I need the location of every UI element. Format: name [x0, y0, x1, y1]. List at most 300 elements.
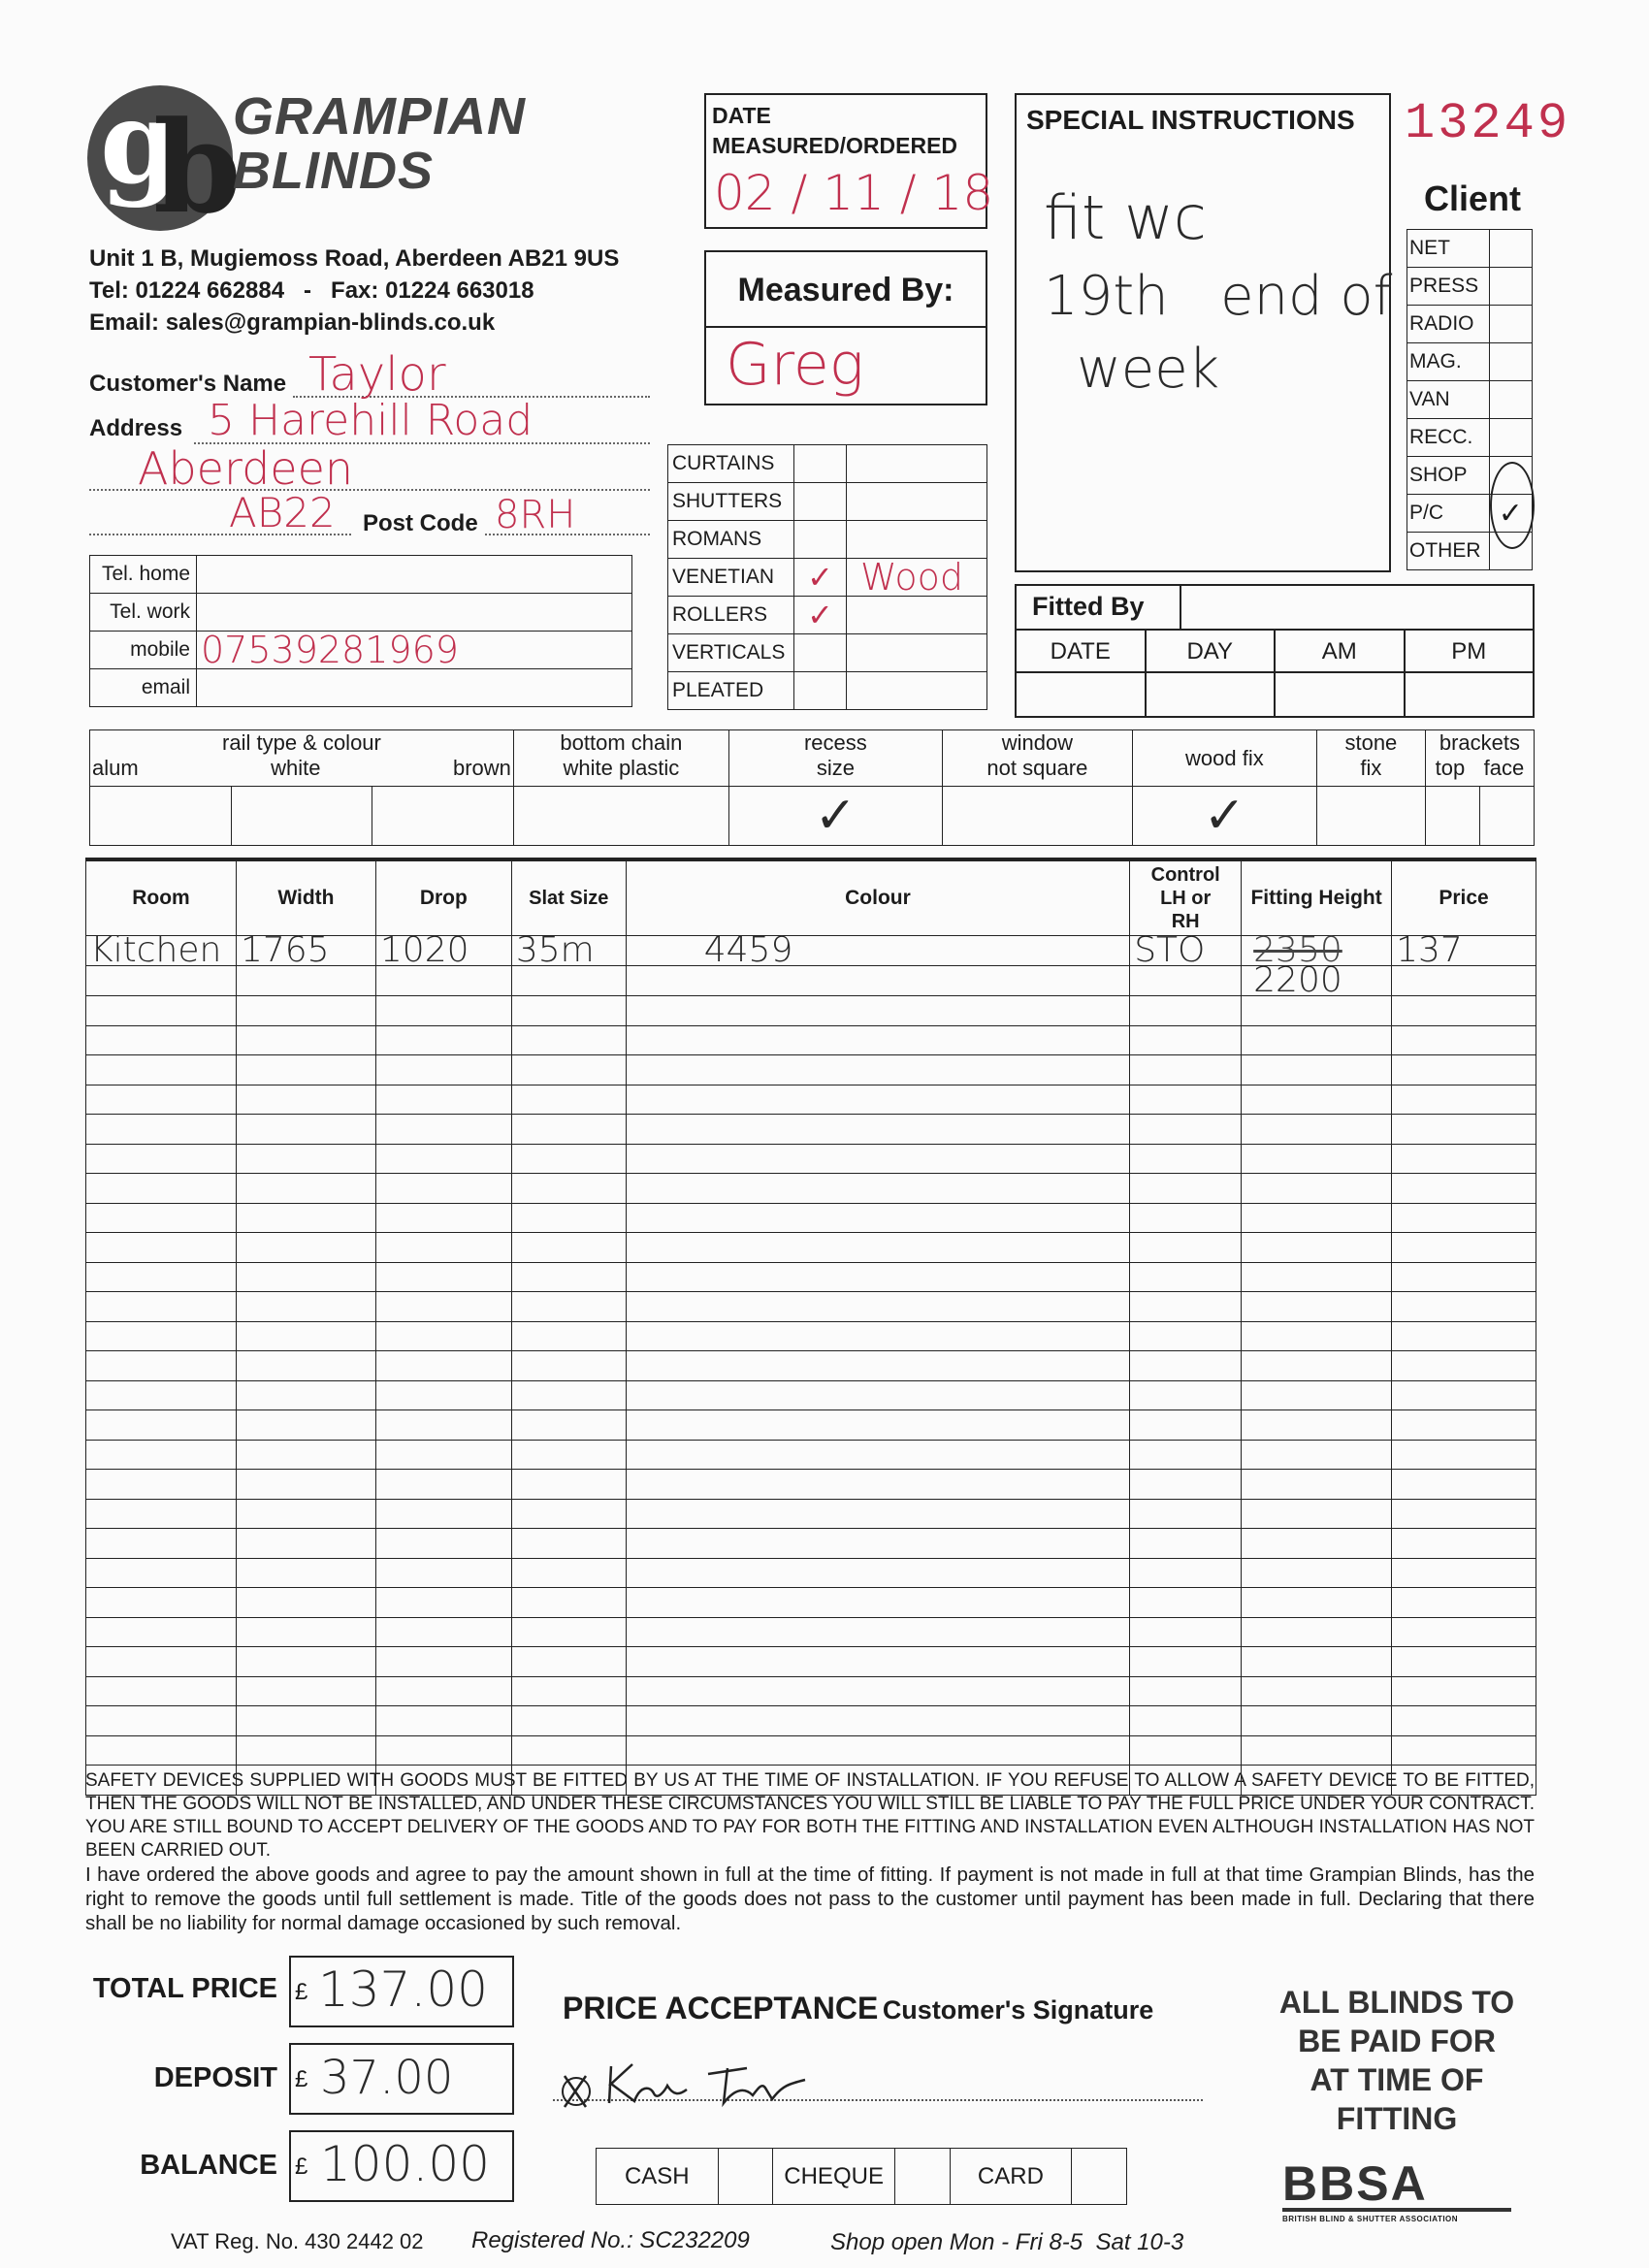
- order-cell[interactable]: [511, 1233, 626, 1263]
- order-cell[interactable]: [236, 1055, 375, 1085]
- contact-value[interactable]: [197, 594, 632, 632]
- order-cell[interactable]: [1130, 1617, 1242, 1647]
- fitted-by-label: Fitted By: [1017, 586, 1181, 629]
- order-cell[interactable]: [1130, 1321, 1242, 1351]
- order-cell[interactable]: [86, 1292, 237, 1322]
- order-cell[interactable]: [375, 1647, 511, 1677]
- product-checkbox[interactable]: ✓: [794, 559, 847, 597]
- table-row: [86, 1351, 1536, 1381]
- order-cell[interactable]: [375, 1410, 511, 1441]
- order-cell[interactable]: [86, 1735, 237, 1766]
- order-cell[interactable]: [1130, 1735, 1242, 1766]
- order-cell[interactable]: [1130, 1588, 1242, 1618]
- order-cell[interactable]: [626, 1647, 1129, 1677]
- company-address: Unit 1 B, Mugiemoss Road, Aberdeen AB21 9US: [89, 245, 620, 272]
- table-row: [86, 1115, 1536, 1145]
- order-cell[interactable]: [375, 1380, 511, 1410]
- order-cell[interactable]: [1392, 966, 1536, 996]
- table-row: [86, 1529, 1536, 1559]
- order-cell[interactable]: [236, 1558, 375, 1588]
- order-cell[interactable]: [236, 1499, 375, 1529]
- contact-label: Tel. work: [90, 594, 197, 632]
- order-cell[interactable]: [236, 1470, 375, 1500]
- product-note: [847, 483, 987, 521]
- product-checkbox[interactable]: [794, 634, 847, 672]
- contact-value[interactable]: 07539281969: [197, 632, 632, 669]
- order-cell[interactable]: [626, 1174, 1129, 1204]
- fitted-by-value-pm[interactable]: [1406, 673, 1534, 716]
- order-cell[interactable]: [1392, 1085, 1536, 1115]
- order-cell[interactable]: [86, 1617, 237, 1647]
- order-cell[interactable]: [1242, 1588, 1392, 1618]
- order-cell[interactable]: [626, 1676, 1129, 1706]
- order-cell[interactable]: [1242, 1203, 1392, 1233]
- balance-label: BALANCE: [140, 2150, 277, 2181]
- order-cell[interactable]: [1392, 1529, 1536, 1559]
- client-option-checkbox[interactable]: [1489, 306, 1532, 343]
- payment-cash-checkbox[interactable]: [718, 2149, 773, 2205]
- order-cell[interactable]: [86, 1440, 237, 1470]
- order-cell[interactable]: 2350: [1242, 936, 1392, 966]
- order-cell[interactable]: [236, 1617, 375, 1647]
- order-cell[interactable]: [1130, 1440, 1242, 1470]
- order-cell[interactable]: [511, 1558, 626, 1588]
- contact-value[interactable]: [197, 669, 632, 707]
- product-checkbox[interactable]: ✓: [794, 597, 847, 634]
- order-cell[interactable]: [1130, 1410, 1242, 1441]
- address-line3-value: AB22: [229, 489, 336, 536]
- order-cell[interactable]: [86, 1647, 237, 1677]
- order-cell[interactable]: [375, 1676, 511, 1706]
- order-cell[interactable]: [626, 1144, 1129, 1174]
- order-cell[interactable]: [511, 1380, 626, 1410]
- order-cell[interactable]: [511, 1647, 626, 1677]
- client-option-label: NET: [1407, 230, 1490, 268]
- order-cell[interactable]: [1392, 1470, 1536, 1500]
- order-cell[interactable]: [511, 1115, 626, 1145]
- order-cell[interactable]: [375, 1055, 511, 1085]
- order-cell[interactable]: [1130, 1380, 1242, 1410]
- order-cell[interactable]: [1242, 1499, 1392, 1529]
- order-cell[interactable]: [375, 1292, 511, 1322]
- order-cell[interactable]: [1392, 1174, 1536, 1204]
- order-cell[interactable]: [1130, 966, 1242, 996]
- orders-header-cell: Room: [86, 860, 237, 936]
- client-option-label: MAG.: [1407, 343, 1490, 381]
- table-row: [86, 1055, 1536, 1085]
- order-cell[interactable]: [86, 1144, 237, 1174]
- order-cell[interactable]: [236, 1706, 375, 1736]
- order-cell[interactable]: [1242, 1292, 1392, 1322]
- total-price-label: TOTAL PRICE: [92, 1973, 277, 2004]
- order-cell[interactable]: [1392, 1706, 1536, 1736]
- shop-hours: Shop open Mon - Fri 8-5 Sat 10-3: [830, 2229, 1184, 2255]
- order-cell[interactable]: [86, 1410, 237, 1441]
- order-cell[interactable]: [626, 1706, 1129, 1736]
- order-cell[interactable]: [1130, 1233, 1242, 1263]
- order-cell[interactable]: [626, 1055, 1129, 1085]
- payment-cheque-label: CHEQUE: [773, 2149, 895, 2205]
- order-cell[interactable]: [626, 966, 1129, 996]
- order-cell[interactable]: [626, 1233, 1129, 1263]
- fitted-by-columns: [1017, 631, 1533, 673]
- order-cell[interactable]: [375, 1174, 511, 1204]
- order-cell[interactable]: [1242, 1174, 1392, 1204]
- product-checkbox[interactable]: [794, 445, 847, 483]
- order-cell[interactable]: [86, 1085, 237, 1115]
- order-cell[interactable]: [626, 1410, 1129, 1441]
- order-cell[interactable]: [375, 1735, 511, 1766]
- table-row: [86, 1647, 1536, 1677]
- order-cell[interactable]: [375, 966, 511, 996]
- order-cell[interactable]: [511, 1262, 626, 1292]
- table-row: [86, 1144, 1536, 1174]
- stone-fix-header: stone fix: [1316, 730, 1425, 787]
- order-cell[interactable]: [626, 1617, 1129, 1647]
- order-cell[interactable]: [511, 1203, 626, 1233]
- order-cell[interactable]: [236, 996, 375, 1026]
- order-cell[interactable]: [236, 1440, 375, 1470]
- order-cell[interactable]: [86, 1706, 237, 1736]
- payment-card-label: CARD: [950, 2149, 1072, 2205]
- order-cell[interactable]: [1130, 1144, 1242, 1174]
- order-cell[interactable]: [1392, 1558, 1536, 1588]
- fitted-by-values: [1017, 673, 1533, 716]
- order-cell[interactable]: [1130, 1174, 1242, 1204]
- order-cell[interactable]: [511, 1321, 626, 1351]
- order-cell[interactable]: [626, 1025, 1129, 1055]
- contact-label: email: [90, 669, 197, 707]
- order-cell[interactable]: [1130, 1055, 1242, 1085]
- order-cell[interactable]: [1392, 1144, 1536, 1174]
- order-cell[interactable]: [1242, 1440, 1392, 1470]
- order-cell[interactable]: [86, 1558, 237, 1588]
- order-cell[interactable]: [1242, 1529, 1392, 1559]
- client-option-label: SHOP: [1407, 457, 1490, 495]
- order-cell[interactable]: [1130, 1499, 1242, 1529]
- order-cell[interactable]: [236, 1676, 375, 1706]
- client-option-row: [1407, 230, 1533, 268]
- order-cell[interactable]: [511, 1055, 626, 1085]
- order-cell[interactable]: [1242, 1321, 1392, 1351]
- product-note: [847, 597, 987, 634]
- order-cell[interactable]: [236, 1735, 375, 1766]
- table-row: [86, 1588, 1536, 1618]
- table-row: [86, 1499, 1536, 1529]
- order-cell[interactable]: [86, 1203, 237, 1233]
- order-cell[interactable]: [375, 1706, 511, 1736]
- order-cell[interactable]: [1242, 1735, 1392, 1766]
- order-cell[interactable]: [375, 1115, 511, 1145]
- order-cell[interactable]: [236, 966, 375, 996]
- client-option-checkbox[interactable]: [1489, 419, 1532, 457]
- order-cell[interactable]: [1242, 1617, 1392, 1647]
- order-cell[interactable]: [1392, 1380, 1536, 1410]
- date-box: [704, 93, 994, 229]
- product-checkbox[interactable]: [794, 672, 847, 710]
- payment-cheque-checkbox[interactable]: [894, 2149, 950, 2205]
- table-row: [86, 1233, 1536, 1263]
- client-option-checkbox[interactable]: ✓: [1489, 495, 1532, 533]
- order-cell[interactable]: [375, 1617, 511, 1647]
- order-cell[interactable]: [375, 1085, 511, 1115]
- contact-label: mobile: [90, 632, 197, 669]
- order-cell[interactable]: [626, 1262, 1129, 1292]
- order-cell[interactable]: [1392, 1025, 1536, 1055]
- order-cell[interactable]: [1242, 1676, 1392, 1706]
- order-cell[interactable]: [236, 1588, 375, 1618]
- order-cell[interactable]: [1130, 1558, 1242, 1588]
- order-cell[interactable]: [511, 1174, 626, 1204]
- order-cell[interactable]: [1392, 1115, 1536, 1145]
- order-cell[interactable]: [1242, 1233, 1392, 1263]
- order-cell[interactable]: [511, 966, 626, 996]
- order-cell[interactable]: [511, 1499, 626, 1529]
- order-cell[interactable]: [1130, 1470, 1242, 1500]
- order-cell[interactable]: [626, 1735, 1129, 1766]
- order-cell[interactable]: [511, 1292, 626, 1322]
- order-cell[interactable]: [1242, 1470, 1392, 1500]
- orders-header-cell: Drop: [375, 860, 511, 936]
- order-cell[interactable]: [1242, 1262, 1392, 1292]
- fitted-by-value-date[interactable]: [1017, 673, 1147, 716]
- order-cell[interactable]: 137: [1392, 936, 1536, 966]
- order-cell[interactable]: [1242, 1410, 1392, 1441]
- order-cell[interactable]: [1242, 1115, 1392, 1145]
- order-cell[interactable]: [86, 1470, 237, 1500]
- order-cell[interactable]: 2200: [1242, 966, 1392, 996]
- order-cell[interactable]: [511, 1440, 626, 1470]
- client-option-checkbox[interactable]: [1489, 381, 1532, 419]
- order-cell[interactable]: [1130, 1203, 1242, 1233]
- order-cell[interactable]: [236, 1233, 375, 1263]
- order-cell[interactable]: [1242, 1025, 1392, 1055]
- order-cell[interactable]: [511, 1085, 626, 1115]
- order-cell[interactable]: [375, 1233, 511, 1263]
- order-cell[interactable]: [1130, 1262, 1242, 1292]
- order-cell[interactable]: [375, 1203, 511, 1233]
- order-cell[interactable]: [86, 1174, 237, 1204]
- order-cell[interactable]: [626, 1380, 1129, 1410]
- order-cell[interactable]: [1130, 1292, 1242, 1322]
- payment-card-checkbox[interactable]: [1072, 2149, 1127, 2205]
- order-cell[interactable]: [1392, 1262, 1536, 1292]
- order-cell[interactable]: [86, 1529, 237, 1559]
- wood-fix-cell: ✓: [1132, 787, 1316, 846]
- fitted-by-value-am[interactable]: [1276, 673, 1406, 716]
- order-cell[interactable]: [1130, 996, 1242, 1026]
- order-cell[interactable]: [1242, 1055, 1392, 1085]
- order-cell[interactable]: [511, 1529, 626, 1559]
- order-cell[interactable]: [626, 996, 1129, 1026]
- order-cell[interactable]: [375, 1025, 511, 1055]
- order-cell[interactable]: [375, 1262, 511, 1292]
- order-cell[interactable]: [86, 1499, 237, 1529]
- order-cell[interactable]: [511, 1351, 626, 1381]
- order-cell[interactable]: [375, 1529, 511, 1559]
- special-instructions-box: [1015, 93, 1391, 572]
- date-value: 02 / 11 / 18: [714, 165, 994, 221]
- order-cell[interactable]: 1765: [236, 936, 375, 966]
- order-cell[interactable]: [375, 1321, 511, 1351]
- orders-table: [85, 859, 1536, 1796]
- order-cell[interactable]: [236, 1174, 375, 1204]
- order-cell[interactable]: [626, 1115, 1129, 1145]
- order-cell[interactable]: [236, 1380, 375, 1410]
- order-cell[interactable]: [236, 1262, 375, 1292]
- order-cell[interactable]: [1242, 1706, 1392, 1736]
- order-cell[interactable]: [1392, 1321, 1536, 1351]
- order-cell[interactable]: [236, 1144, 375, 1174]
- order-cell[interactable]: [236, 1647, 375, 1677]
- order-cell[interactable]: [86, 1380, 237, 1410]
- order-cell[interactable]: [1392, 1292, 1536, 1322]
- fitted-by-name: [1181, 586, 1533, 629]
- order-cell[interactable]: [511, 1676, 626, 1706]
- fitted-by-col-day: DAY: [1147, 631, 1277, 671]
- order-cell[interactable]: [86, 966, 237, 996]
- client-option-checkbox[interactable]: [1489, 343, 1532, 381]
- order-cell[interactable]: [1392, 1499, 1536, 1529]
- order-cell[interactable]: [86, 1588, 237, 1618]
- order-cell[interactable]: [626, 1440, 1129, 1470]
- order-cell[interactable]: [1392, 1203, 1536, 1233]
- order-cell[interactable]: [511, 1735, 626, 1766]
- order-cell[interactable]: [236, 1025, 375, 1055]
- order-cell[interactable]: [236, 1085, 375, 1115]
- order-cell[interactable]: [86, 1351, 237, 1381]
- order-cell[interactable]: 4459: [626, 936, 1129, 966]
- order-cell[interactable]: [1130, 1676, 1242, 1706]
- order-cell[interactable]: [511, 1617, 626, 1647]
- order-cell[interactable]: 35m: [511, 936, 626, 966]
- order-cell[interactable]: [626, 1292, 1129, 1322]
- order-cell[interactable]: [86, 1321, 237, 1351]
- order-cell[interactable]: [1130, 1529, 1242, 1559]
- order-cell[interactable]: [626, 1529, 1129, 1559]
- client-option-checkbox[interactable]: [1489, 230, 1532, 268]
- order-cell[interactable]: [1392, 1055, 1536, 1085]
- order-cell[interactable]: [1392, 1647, 1536, 1677]
- order-cell[interactable]: [375, 1470, 511, 1500]
- order-cell[interactable]: [1242, 1144, 1392, 1174]
- order-cell[interactable]: [1392, 1617, 1536, 1647]
- order-cell[interactable]: [1130, 1706, 1242, 1736]
- order-cell[interactable]: [86, 1262, 237, 1292]
- fitted-by-value-day[interactable]: [1147, 673, 1277, 716]
- product-row: [668, 634, 987, 672]
- order-cell[interactable]: [1392, 1440, 1536, 1470]
- postcode-value: 8RH: [495, 493, 576, 537]
- order-cell[interactable]: STO: [1130, 936, 1242, 966]
- order-cell[interactable]: [511, 1025, 626, 1055]
- order-cell[interactable]: [236, 1115, 375, 1145]
- order-cell[interactable]: [236, 1410, 375, 1441]
- order-cell[interactable]: [236, 1529, 375, 1559]
- contact-value[interactable]: [197, 556, 632, 594]
- order-cell[interactable]: [86, 1233, 237, 1263]
- order-cell[interactable]: [1392, 996, 1536, 1026]
- order-cell[interactable]: [1130, 1085, 1242, 1115]
- order-cell[interactable]: [1130, 1351, 1242, 1381]
- order-cell[interactable]: [1392, 1735, 1536, 1766]
- bottom-chain-header: bottom chain white plastic: [513, 730, 728, 787]
- table-row: [86, 1262, 1536, 1292]
- order-cell[interactable]: Kitchen: [86, 936, 237, 966]
- table-row: [86, 1735, 1536, 1766]
- order-cell[interactable]: [626, 1203, 1129, 1233]
- order-cell[interactable]: [375, 1440, 511, 1470]
- order-cell[interactable]: [86, 1025, 237, 1055]
- order-cell[interactable]: [1130, 1115, 1242, 1145]
- order-cell[interactable]: [626, 1351, 1129, 1381]
- order-cell[interactable]: [511, 1470, 626, 1500]
- order-cell[interactable]: [1392, 1233, 1536, 1263]
- order-cell[interactable]: [1392, 1676, 1536, 1706]
- order-cell[interactable]: [1242, 996, 1392, 1026]
- order-cell[interactable]: [236, 1292, 375, 1322]
- order-cell[interactable]: [511, 996, 626, 1026]
- order-cell[interactable]: [86, 996, 237, 1026]
- order-cell[interactable]: [626, 1085, 1129, 1115]
- order-cell[interactable]: [626, 1499, 1129, 1529]
- order-cell[interactable]: [626, 1558, 1129, 1588]
- order-cell[interactable]: [511, 1588, 626, 1618]
- order-cell[interactable]: [1242, 1558, 1392, 1588]
- order-cell[interactable]: [375, 1588, 511, 1618]
- order-cell[interactable]: [86, 1115, 237, 1145]
- order-cell[interactable]: [626, 1321, 1129, 1351]
- table-row: [86, 1085, 1536, 1115]
- order-cell[interactable]: [1392, 1351, 1536, 1381]
- order-cell[interactable]: [86, 1055, 237, 1085]
- order-cell[interactable]: [1242, 1647, 1392, 1677]
- product-checkbox[interactable]: [794, 483, 847, 521]
- order-cell[interactable]: [86, 1676, 237, 1706]
- order-cell[interactable]: [1392, 1588, 1536, 1618]
- product-row: [668, 483, 987, 521]
- order-cell[interactable]: [375, 1558, 511, 1588]
- order-cell[interactable]: [375, 1144, 511, 1174]
- window-not-square-cell: [942, 787, 1132, 846]
- order-cell[interactable]: [236, 1203, 375, 1233]
- order-cell[interactable]: [236, 1351, 375, 1381]
- order-cell[interactable]: [375, 996, 511, 1026]
- address-line1-value: 5 Harehill Road: [208, 396, 534, 445]
- order-cell[interactable]: [1242, 1380, 1392, 1410]
- client-option-row: [1407, 419, 1533, 457]
- order-cell[interactable]: [1130, 1647, 1242, 1677]
- client-option-label: VAN: [1407, 381, 1490, 419]
- order-cell[interactable]: [1242, 1351, 1392, 1381]
- order-cell[interactable]: [1130, 1025, 1242, 1055]
- order-cell[interactable]: [375, 1351, 511, 1381]
- product-checkbox[interactable]: [794, 521, 847, 559]
- order-cell[interactable]: [1392, 1410, 1536, 1441]
- order-cell[interactable]: [236, 1321, 375, 1351]
- order-cell[interactable]: [626, 1588, 1129, 1618]
- order-cell[interactable]: 1020: [375, 936, 511, 966]
- client-option-checkbox[interactable]: [1489, 268, 1532, 306]
- order-cell[interactable]: [626, 1470, 1129, 1500]
- order-cell[interactable]: [511, 1410, 626, 1441]
- order-cell[interactable]: [1242, 1085, 1392, 1115]
- order-cell[interactable]: [511, 1144, 626, 1174]
- order-cell[interactable]: [511, 1706, 626, 1736]
- table-row: [86, 1025, 1536, 1055]
- order-cell[interactable]: [375, 1499, 511, 1529]
- measured-by-label: Measured By:: [706, 252, 986, 328]
